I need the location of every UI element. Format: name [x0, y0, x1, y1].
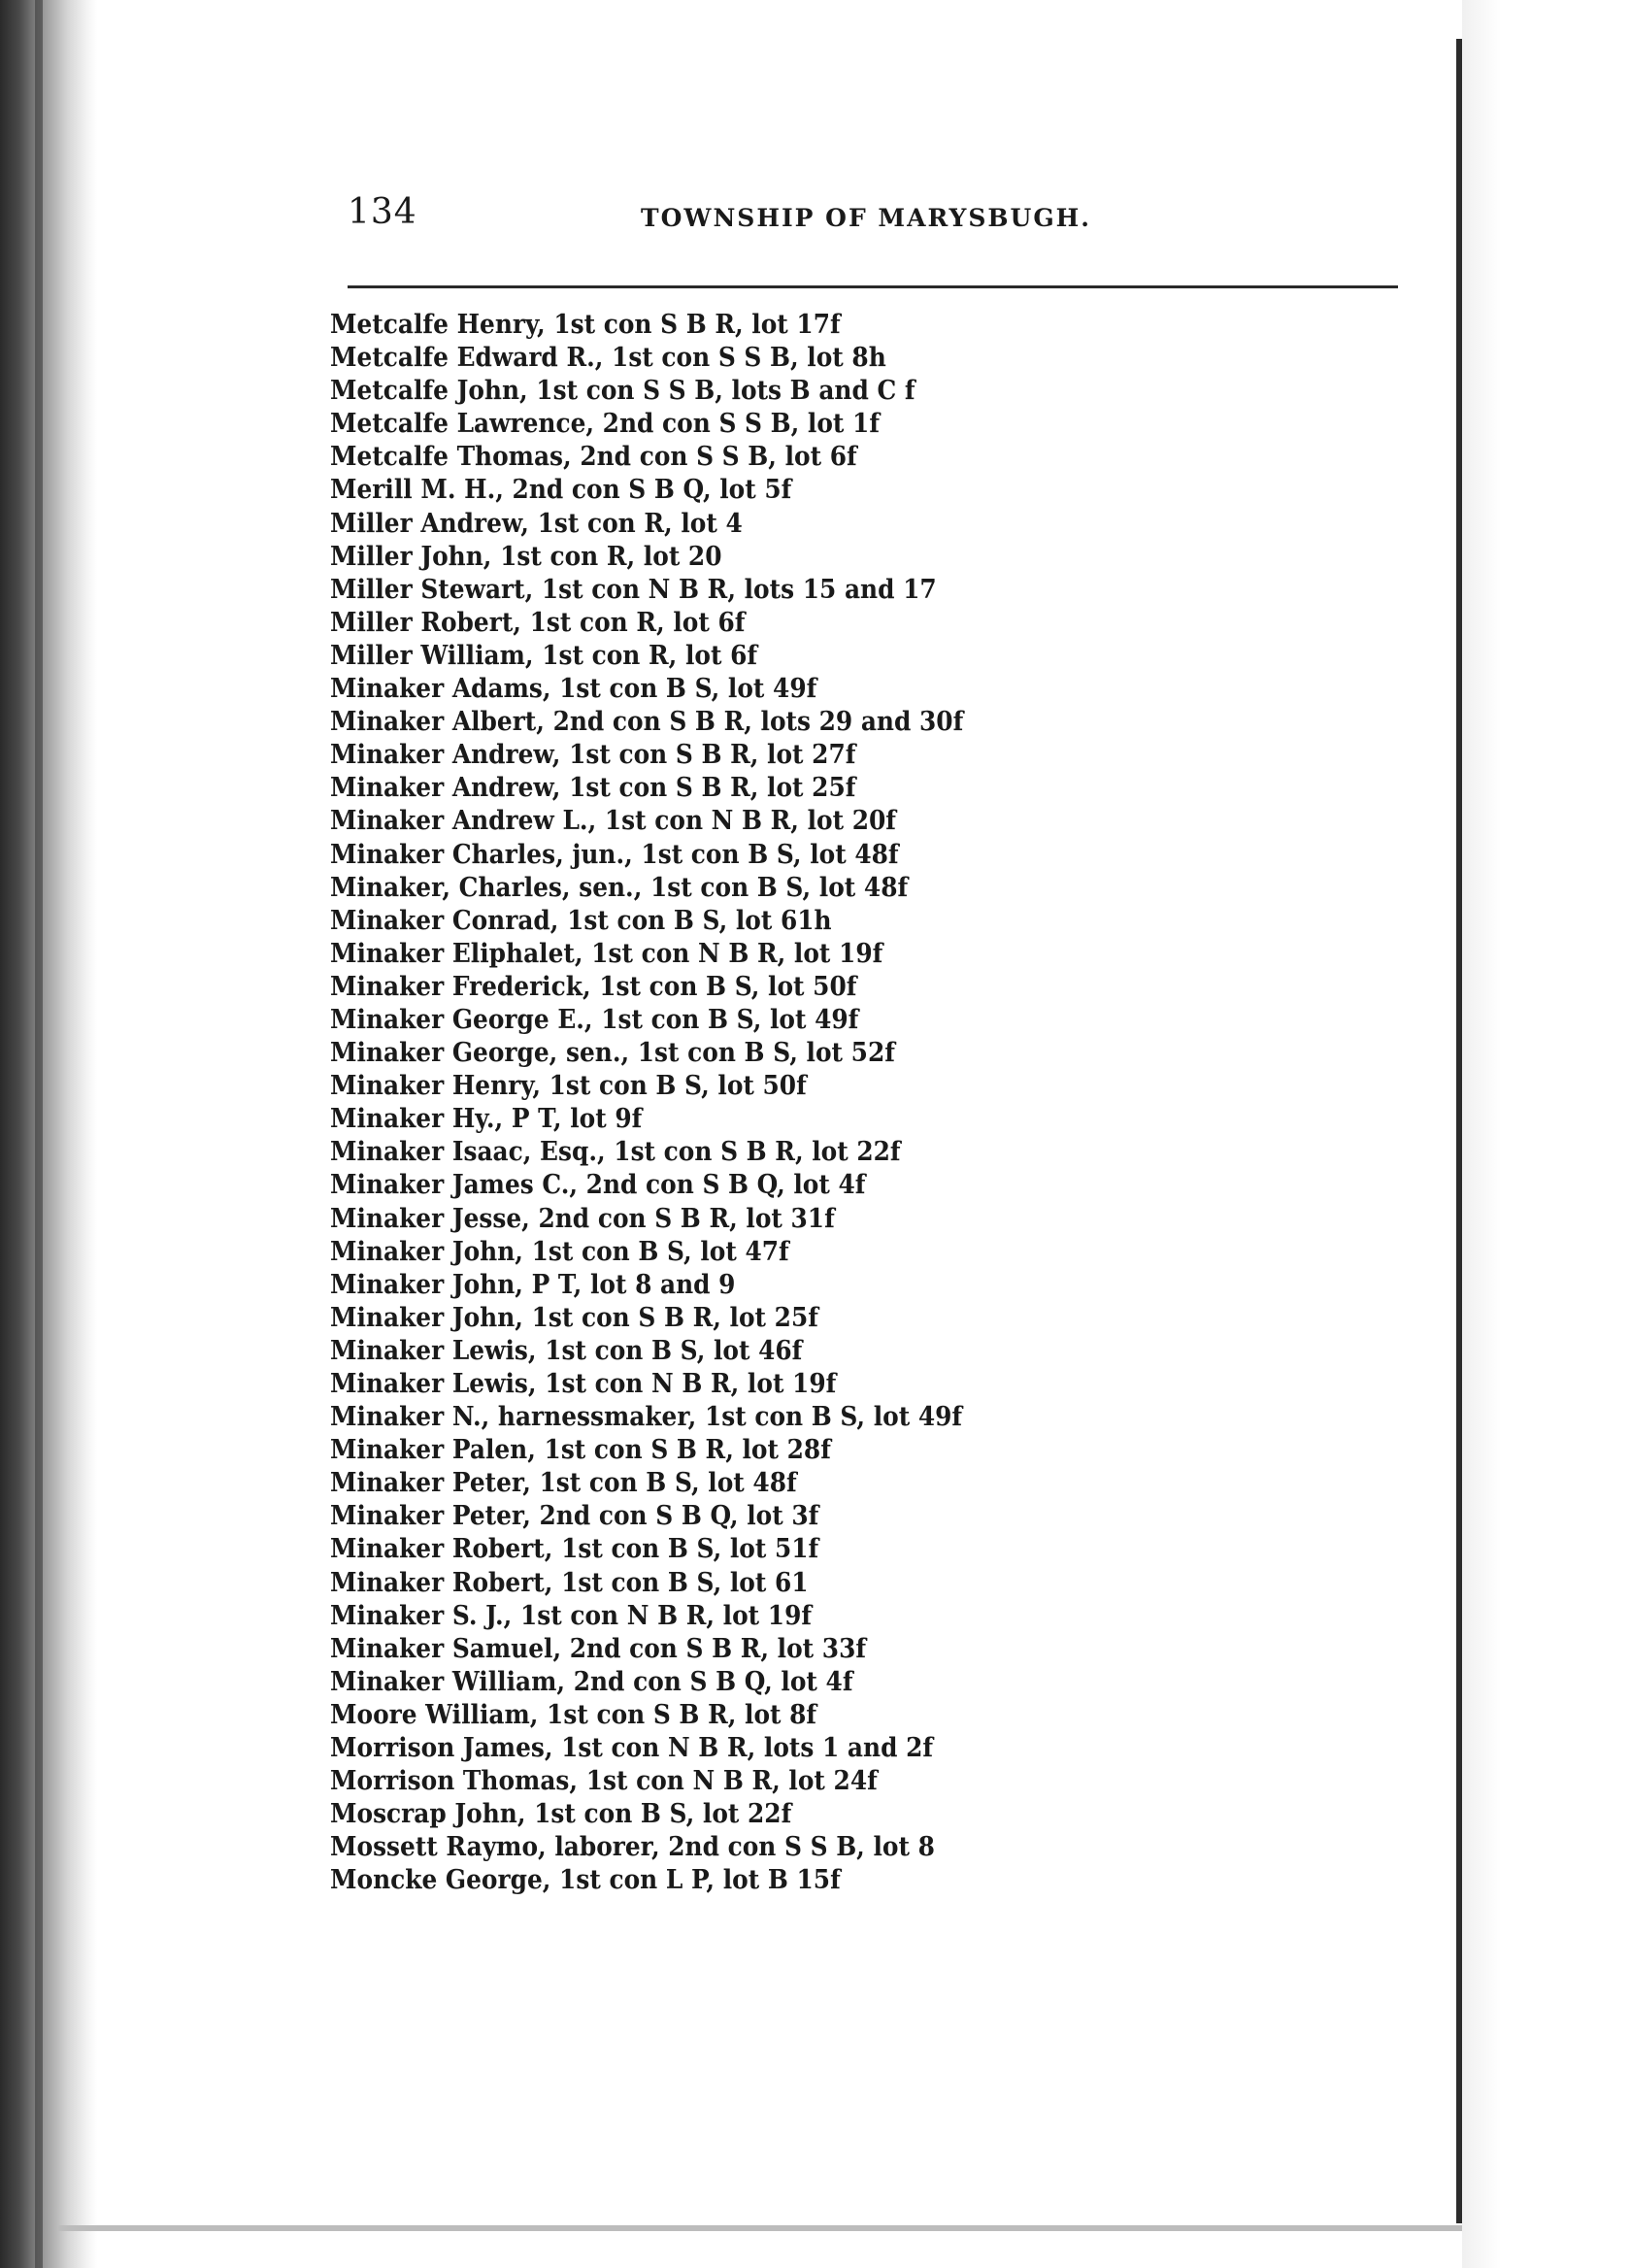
directory-entry: Minaker John, P T, lot 8 and 9: [330, 1269, 736, 1300]
directory-entry: Minaker Peter, 1st con B S, lot 48f: [330, 1468, 797, 1499]
directory-entry: Minaker Peter, 2nd con S B Q, lot 3f: [330, 1501, 819, 1532]
directory-entry: Minaker, Charles, sen., 1st con B S, lot 48f: [330, 872, 909, 903]
directory-entry: Minaker Eliphalet, 1st con N B R, lot 19f: [330, 938, 883, 969]
directory-entry: Minaker S. J., 1st con N B R, lot 19f: [330, 1600, 813, 1631]
directory-entry: Miller Andrew, 1st con R, lot 4: [330, 508, 743, 539]
directory-entry: Miller William, 1st con R, lot 6f: [330, 640, 758, 671]
directory-entry: Minaker Isaac, Esq., 1st con S B R, lot 22f: [330, 1137, 901, 1168]
directory-entry: Miller Robert, 1st con R, lot 6f: [330, 607, 746, 638]
directory-entry: Minaker Lewis, 1st con B S, lot 46f: [330, 1335, 803, 1366]
page-number: 134: [348, 192, 417, 232]
directory-entry: Minaker Conrad, 1st con B S, lot 61h: [330, 905, 832, 936]
directory-entry: Metcalfe Thomas, 2nd con S S B, lot 6f: [330, 442, 857, 473]
directory-entry: Minaker Andrew, 1st con S B R, lot 25f: [330, 773, 856, 804]
directory-entry: Minaker Andrew, 1st con S B R, lot 27f: [330, 740, 856, 771]
directory-entry: Minaker Jesse, 2nd con S B R, lot 31f: [330, 1203, 835, 1234]
directory-entry: Minaker Hy., P T, lot 9f: [330, 1104, 643, 1135]
directory-entry: Minaker George, sen., 1st con B S, lot 52f: [330, 1038, 895, 1069]
facing-page-edge: [1462, 0, 1631, 2268]
directory-entry: Metcalfe Edward R., 1st con S S B, lot 8h: [330, 343, 886, 374]
directory-entry: Minaker John, 1st con S B R, lot 25f: [330, 1302, 818, 1333]
document-page: [97, 0, 1456, 2268]
running-head: TOWNSHIP OF MARYSBUGH.: [641, 204, 1091, 232]
directory-entry: Minaker George E., 1st con B S, lot 49f: [330, 1004, 859, 1035]
directory-entry: Minaker James C., 2nd con S B Q, lot 4f: [330, 1170, 866, 1201]
directory-entry: Minaker N., harnessmaker, 1st con B S, lot 49f: [330, 1402, 963, 1433]
directory-entry: Minaker Adams, 1st con B S, lot 49f: [330, 674, 817, 705]
directory-entry: Moore William, 1st con S B R, lot 8f: [330, 1699, 817, 1730]
directory-entry: Moscrap John, 1st con B S, lot 22f: [330, 1799, 792, 1830]
directory-entry: Miller John, 1st con R, lot 20: [330, 541, 722, 572]
directory-entry: Metcalfe Henry, 1st con S B R, lot 17f: [330, 310, 841, 340]
directory-entry: Minaker Samuel, 2nd con S B R, lot 33f: [330, 1633, 867, 1664]
directory-entry: Minaker Robert, 1st con B S, lot 51f: [330, 1534, 819, 1565]
directory-entry: Minaker Charles, jun., 1st con B S, lot 48f: [330, 839, 899, 870]
directory-entry: Minaker Lewis, 1st con N B R, lot 19f: [330, 1369, 837, 1399]
directory-entry-list: [330, 309, 1398, 1898]
directory-entry: Minaker Andrew L., 1st con N B R, lot 20f: [330, 806, 896, 837]
directory-entry: Minaker Frederick, 1st con B S, lot 50f: [330, 971, 857, 1002]
directory-entry: Metcalfe John, 1st con S S B, lots B and C f: [330, 376, 915, 407]
directory-entry: Moncke George, 1st con L P, lot B 15f: [330, 1865, 841, 1896]
page-edge-line: [1456, 39, 1462, 2223]
directory-entry: Minaker Henry, 1st con B S, lot 50f: [330, 1071, 807, 1102]
directory-entry: Morrison Thomas, 1st con N B R, lot 24f: [330, 1766, 878, 1797]
header-rule: [348, 285, 1398, 288]
directory-entry: Minaker Robert, 1st con B S, lot 61: [330, 1567, 809, 1598]
directory-entry: Merill M. H., 2nd con S B Q, lot 5f: [330, 475, 792, 506]
directory-entry: Minaker William, 2nd con S B Q, lot 4f: [330, 1666, 853, 1697]
directory-entry: Mossett Raymo, laborer, 2nd con S S B, lot 8: [330, 1832, 935, 1863]
book-gutter-shadow: [0, 0, 97, 2268]
directory-entry: Miller Stewart, 1st con N B R, lots 15 and 17: [330, 574, 937, 605]
directory-entry: Minaker John, 1st con B S, lot 47f: [330, 1236, 789, 1267]
directory-entry: Metcalfe Lawrence, 2nd con S S B, lot 1f: [330, 409, 881, 440]
directory-entry: Morrison James, 1st con N B R, lots 1 and 2f: [330, 1733, 934, 1764]
directory-entry: Minaker Albert, 2nd con S B R, lots 29 and 30f: [330, 707, 964, 738]
directory-entry: Minaker Palen, 1st con S B R, lot 28f: [330, 1435, 831, 1466]
